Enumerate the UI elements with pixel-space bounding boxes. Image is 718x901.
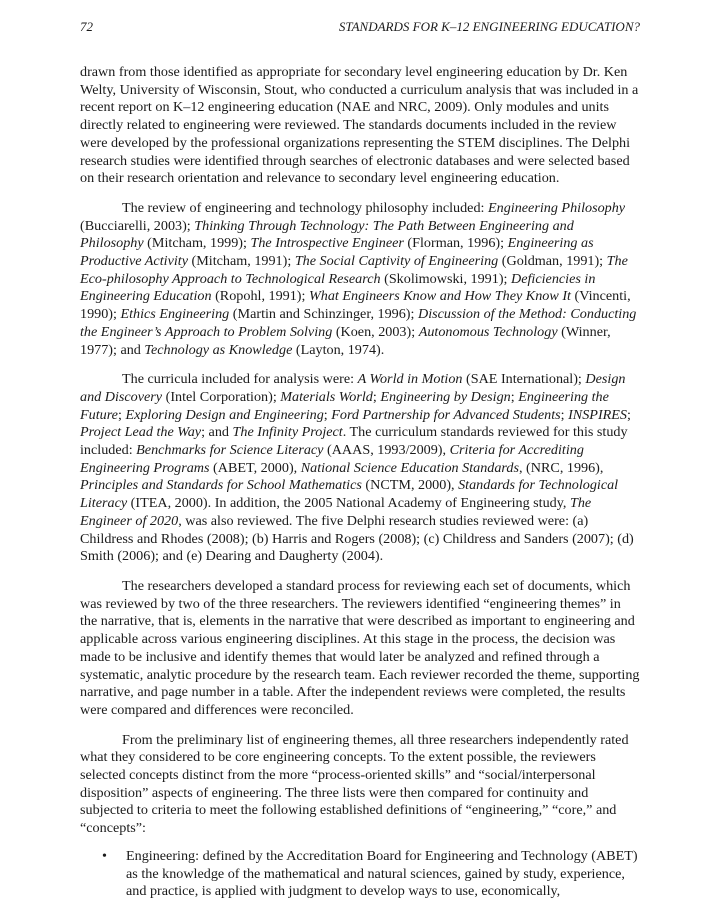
- text-run: The review of engineering and technology philosophy included:: [122, 199, 488, 216]
- text-run: The researchers developed a standard process for reviewing each set of documents, which was reviewed by two of the three researchers. The reviewers identified “engineering themes” in the narrative, that is, elements in the narrative that were described as important to engineering and applicable across various engineering disciplines. At this stage in the process, the decision was made to be inclusive and identify themes that would later be analyzed and refined through a systematic, analytic procedure by the research team. Each reviewer recorded the theme, supporting narrative, and page number in a table. After the independent reviews were completed, the results were compared and differences were reconciled.: [80, 577, 640, 718]
- text-run: (Martin and Schinzinger, 1996);: [229, 306, 418, 323]
- italic-title: Principles and Standards for School Mathematics: [80, 477, 362, 494]
- italic-title: Autonomous Technology: [418, 323, 558, 340]
- text-run: (AAAS, 1993/2009),: [323, 442, 450, 459]
- text-run: ;: [372, 388, 381, 405]
- text-run: (Goldman, 1991);: [498, 253, 607, 270]
- body-text: [80, 64, 640, 901]
- text-run: (NCTM, 2000),: [361, 477, 459, 494]
- text-run: (Winner, 1977); and: [80, 323, 611, 358]
- text-run: (SAE International);: [462, 371, 586, 388]
- text-run: (ABET, 2000),: [209, 459, 301, 476]
- text-run: (Layton, 1974).: [292, 341, 385, 358]
- list-item: • Engineering: defined by the Accreditation Board for Engineering and Technology (ABET) as the knowledge of the mathematical and natural sciences, gained by study, experience, and practice, is applied with judgment to develop ways to use, economically,: [80, 848, 640, 901]
- italic-title: What Engineers Know and How They Know It: [308, 288, 571, 305]
- paragraph-philosophy-review: [80, 200, 640, 359]
- italic-title: The Eco-philosophy Approach to Technological Research: [80, 253, 628, 287]
- italic-title: Engineering Philosophy: [488, 199, 626, 216]
- italic-title: Exploring Design and Engineering: [125, 406, 324, 423]
- italic-title: Technology as Knowledge: [144, 341, 293, 358]
- italic-title: Engineering as Productive Activity: [80, 235, 594, 270]
- italic-title: Ethics Engineering: [120, 306, 230, 323]
- italic-title: Thinking Through Technology: The Path Between Engineering and Philosophy: [80, 217, 574, 252]
- italic-title: Benchmarks for Science Literacy: [136, 442, 324, 459]
- italic-title: Standards for Technological Literacy: [80, 477, 619, 512]
- italic-title: The Introspective Engineer: [250, 235, 404, 252]
- italic-title: INSPIRES: [568, 406, 627, 423]
- text-run: , (NRC, 1996),: [518, 459, 604, 476]
- italic-title: A World in Motion: [357, 371, 463, 388]
- text-run: ;: [510, 388, 519, 405]
- text-run: , was also reviewed. The five Delphi research studies reviewed were: (a) Childress and Rhodes (2008); (b) Harris and Rogers (2008); (c) Childress and Sanders (2007); (d) Smith (2006); and (e) Dearing and Daugherty (2004).: [80, 512, 634, 565]
- page-number: 72: [80, 19, 93, 34]
- italic-title: The Infinity Project: [232, 424, 343, 441]
- italic-title: Project Lead the Way: [80, 424, 202, 441]
- text-run: (Florman, 1996);: [403, 235, 508, 252]
- text-run: (Bucciarelli, 2003);: [80, 217, 195, 234]
- italic-title: Criteria for Accrediting Engineering Programs: [80, 442, 584, 476]
- text-run: drawn from those identified as appropriate for secondary level engineering education by Dr. Ken Welty, University of Wisconsin, Stout, who conducted a curriculum analysis that was included in a recent report on K–12 engineering education (NAE and NRC, 2009). Only modules and units directly related to engineering were reviewed. The standards documents included in the review were developed by the professional organizations representing the STEM disciplines. The Delphi research studies were identified through searches of electronic databases and were selected based on their research orientation and relevance to secondary level engineering education.: [80, 64, 639, 187]
- text-run: . The curriculum standards reviewed for this study included:: [80, 424, 628, 459]
- italic-title: Discussion of the Method: Conducting the Engineer’s Approach to Problem Solving: [80, 306, 637, 340]
- italic-title: Materials World: [280, 388, 373, 405]
- text-run: (Vincenti, 1990);: [80, 288, 631, 323]
- italic-title: National Science Education Standards: [300, 459, 519, 476]
- text-run: (Ropohl, 1991);: [211, 288, 309, 305]
- italic-title: The Social Captivity of Engineering: [294, 253, 499, 270]
- text-run: ;: [560, 406, 569, 423]
- italic-title: Design and Discovery: [80, 371, 626, 405]
- text-run: (Mitcham, 1991);: [187, 253, 295, 270]
- italic-title: The Engineer of 2020: [80, 495, 592, 529]
- text-run: ;: [323, 406, 332, 423]
- text-run: (Mitcham, 1999);: [143, 235, 251, 252]
- running-title: STANDARDS FOR K–12 ENGINEERING EDUCATION?: [338, 19, 640, 34]
- text-run: The curricula included for analysis were:: [122, 371, 358, 388]
- paragraph-review-process: [80, 578, 640, 720]
- paragraph-continuation: [80, 64, 640, 188]
- text-run: ;: [627, 406, 631, 423]
- running-header: [0, 19, 718, 39]
- text-run: ; and: [201, 424, 233, 441]
- italic-title: Engineering by Design: [380, 388, 511, 405]
- text-run: From the preliminary list of engineering themes, all three researchers independently rated what they considered to be core engineering concepts. To the extent possible, the reviewers selected concepts distinct from the more “process-oriented skills” and “social/interpersonal disposition” aspects of engineering. The three lists were then compared for continuity and subjected to criteria to meet the following established definitions of “engineering,” “core,” and “concepts”:: [80, 731, 629, 837]
- paragraph-core-concepts: [80, 732, 640, 838]
- text-run: ;: [117, 406, 126, 423]
- italic-title: Deficiencies in Engineering Education: [80, 270, 596, 305]
- text-run: (Intel Corporation);: [162, 388, 281, 405]
- italic-title: Ford Partnership for Advanced Students: [331, 406, 561, 423]
- definitions-list: [80, 848, 640, 901]
- italic-title: Engineering the Future: [80, 388, 609, 423]
- paragraph-curricula: [80, 371, 640, 566]
- text-run: (ITEA, 2000). In addition, the 2005 National Academy of Engineering study,: [127, 495, 570, 512]
- text-run: (Skolimowski, 1991);: [380, 270, 511, 287]
- text-run: (Koen, 2003);: [332, 323, 419, 340]
